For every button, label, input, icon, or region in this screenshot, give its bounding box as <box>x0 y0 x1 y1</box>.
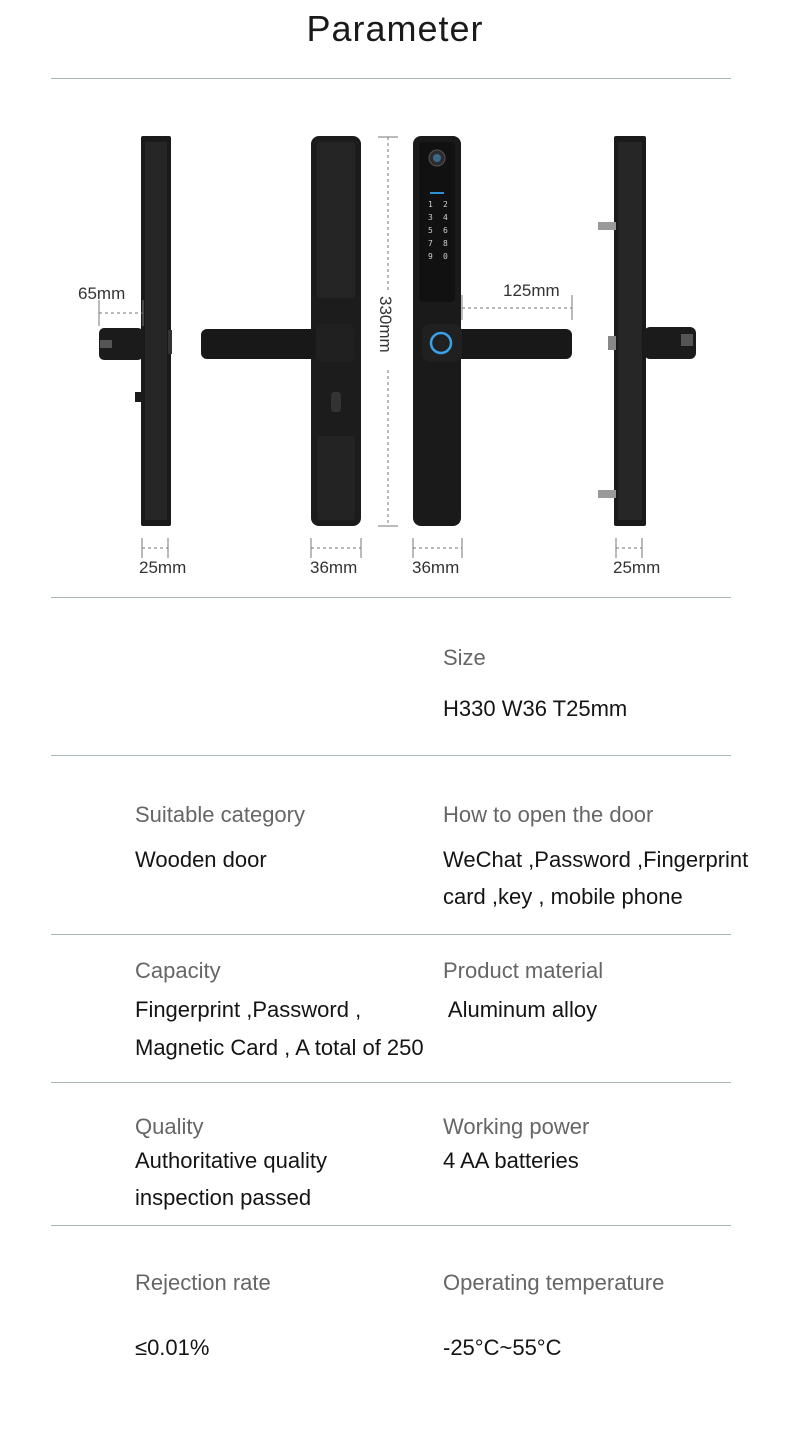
capacity-label: Capacity <box>135 958 221 983</box>
side-left-width-label: 25mm <box>139 558 187 577</box>
keypad-key[interactable]: 8 <box>443 239 448 248</box>
rejection-label: Rejection rate <box>135 1270 271 1295</box>
back-width-label: 36mm <box>310 558 358 577</box>
temperature-value: -25°C~55°C <box>443 1335 562 1360</box>
divider <box>51 934 731 935</box>
side-right-width-label: 25mm <box>613 558 661 577</box>
power-value: 4 AA batteries <box>443 1148 579 1173</box>
keypad-key[interactable]: 6 <box>443 226 448 235</box>
handle-width-label: 125mm <box>503 281 560 300</box>
temperature-label: Operating temperature <box>443 1270 665 1295</box>
keypad-key[interactable]: 1 <box>428 200 433 209</box>
open-method-line1: WeChat ,Password ,Fingerprint <box>443 847 749 872</box>
page-title: Parameter <box>306 8 484 49</box>
rejection-value: ≤0.01% <box>135 1335 210 1360</box>
material-label: Product material <box>443 958 604 983</box>
quality-line2: inspection passed <box>135 1185 312 1210</box>
divider <box>51 597 731 598</box>
side-view-left <box>99 136 172 526</box>
keypad-key[interactable]: 5 <box>428 226 433 235</box>
quality-label: Quality <box>135 1114 204 1139</box>
keypad-key[interactable]: 9 <box>428 252 433 261</box>
depth-dimension <box>78 284 143 326</box>
front-width-label: 36mm <box>412 558 460 577</box>
height-label: 330mm <box>376 296 395 353</box>
keypad-key[interactable]: 4 <box>443 213 448 222</box>
lock-dimension-diagram <box>0 80 790 597</box>
suitable-category-value: Wooden door <box>135 847 267 872</box>
front-view <box>413 136 572 526</box>
quality-line1: Authoritative quality <box>135 1148 327 1173</box>
capacity-line1: Fingerprint ,Password , <box>135 997 362 1022</box>
open-method-line2: card ,key , mobile phone <box>443 884 683 909</box>
power-label: Working power <box>443 1114 590 1139</box>
height-dimension <box>376 137 398 526</box>
divider <box>51 78 731 79</box>
size-label: Size <box>443 645 486 670</box>
divider <box>51 1082 731 1083</box>
back-view <box>201 136 361 526</box>
keypad-key[interactable]: 7 <box>428 239 433 248</box>
divider <box>51 1225 731 1226</box>
size-value: H330 W36 T25mm <box>443 696 628 721</box>
side-view-right <box>598 136 696 526</box>
handle-width-dimension <box>462 281 572 320</box>
divider <box>51 755 731 756</box>
suitable-category-label: Suitable category <box>135 802 305 827</box>
keypad-key[interactable]: 2 <box>443 200 448 209</box>
keypad-key[interactable]: 3 <box>428 213 433 222</box>
width-dimensions <box>139 538 660 577</box>
keypad-key[interactable]: 0 <box>443 252 448 261</box>
open-method-label: How to open the door <box>443 802 654 827</box>
depth-label: 65mm <box>78 284 126 303</box>
capacity-line2: Magnetic Card , A total of 250 <box>135 1035 424 1060</box>
material-value: Aluminum alloy <box>443 997 598 1022</box>
